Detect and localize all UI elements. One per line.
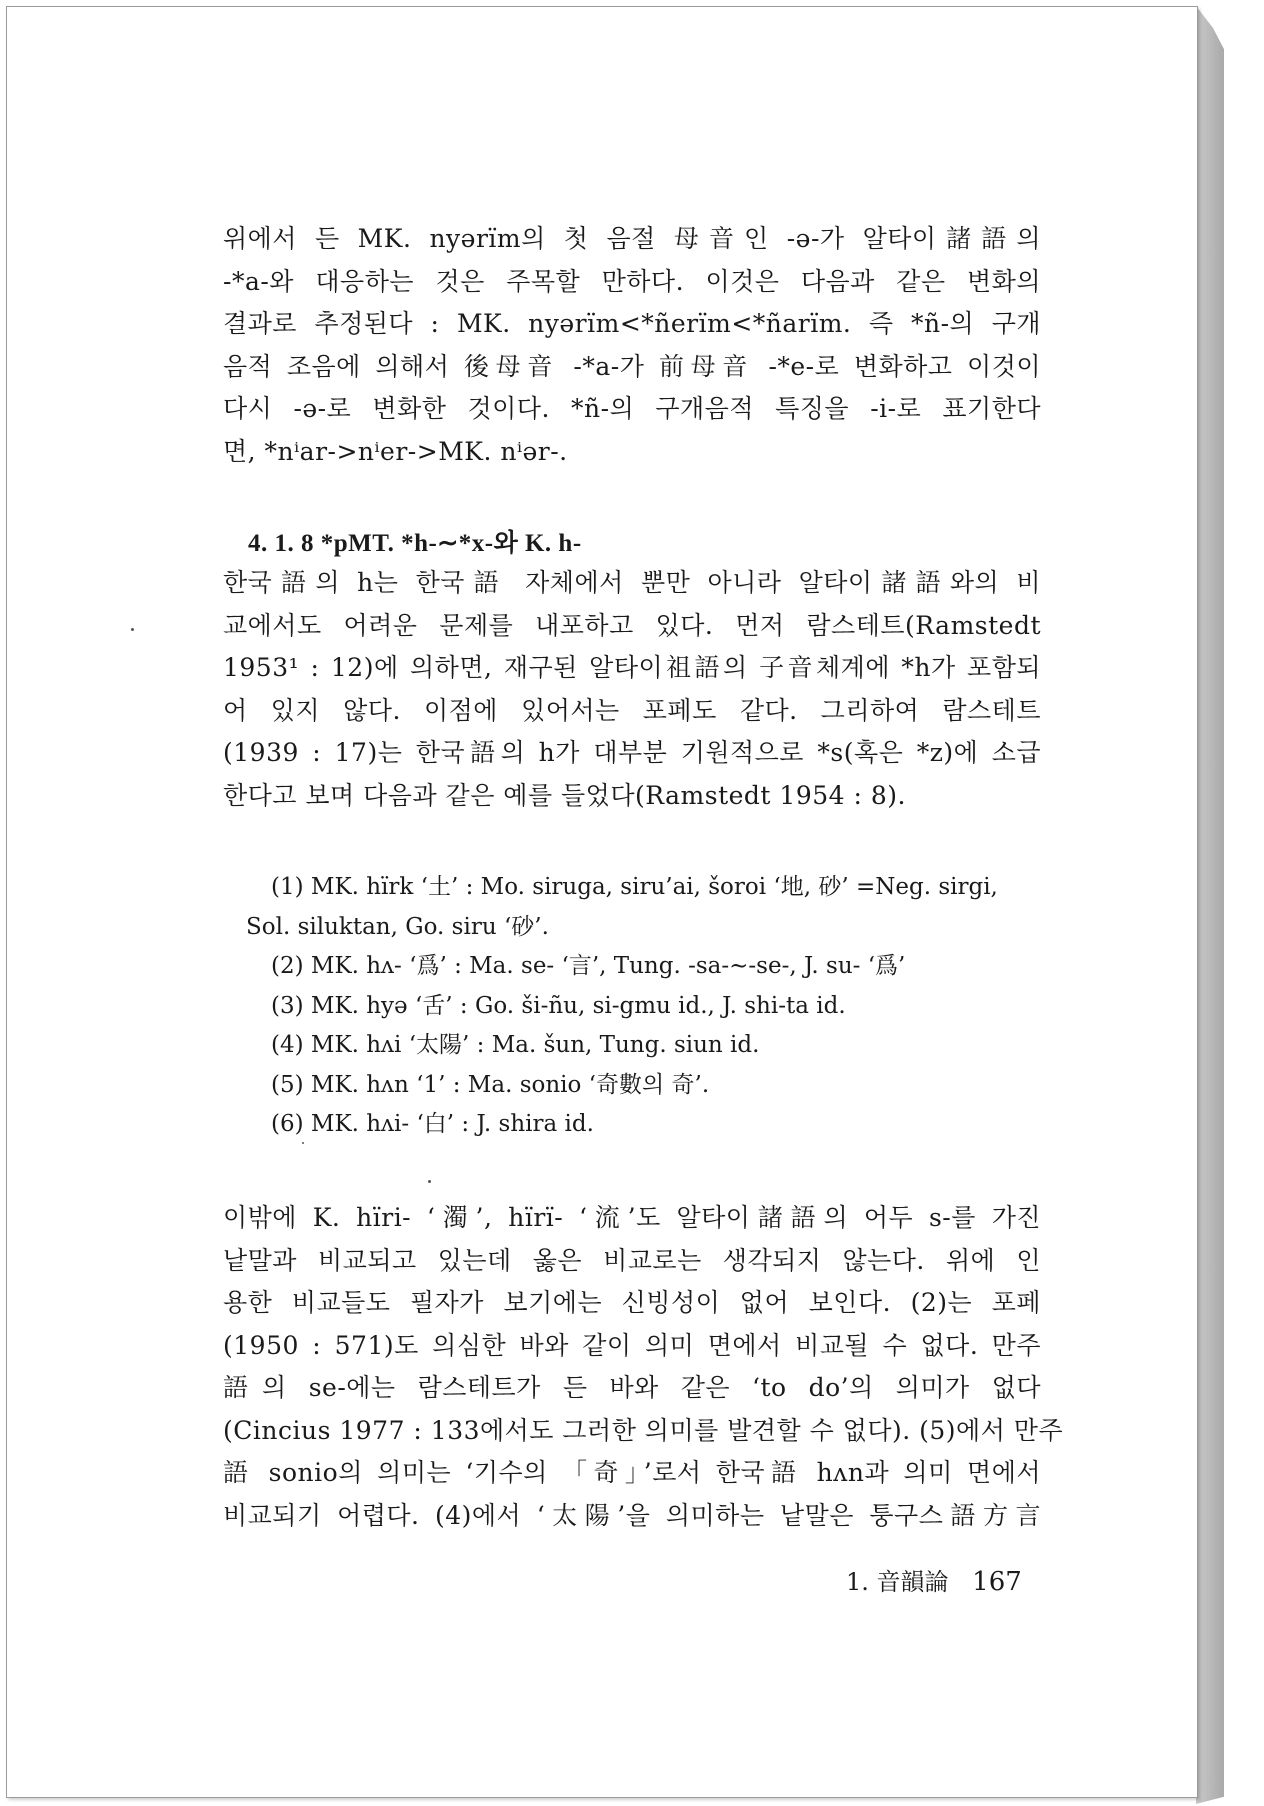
text-line: 한국語의 h는 한국語 자체에서 뿐만 아니라 알타이諸語와의 비 [223,568,1041,597]
example-item: (3) MK. hyə ‘舌’ : Go. ši-ñu, si-gmu id., J. shi-ta id. [271,992,846,1019]
scan-speck [131,628,134,631]
example-list [246,868,1046,1145]
text-line: 결과로 추정된다 : MK. nyərïm<*ñerïm<*ñarïm. 즉 *ñ-의 구개 [223,309,1041,338]
paragraph-3 [223,1197,1064,1537]
example-item: (1) MK. hïrk ‘土’ : Mo. siruga, siru’ai, šoroi ‘地, 砂’ =Neg. sirgi, [271,874,998,900]
text-line: 면, *nⁱar->nⁱer->MK. nⁱər-. [223,436,568,466]
example-item: (5) MK. hʌn ‘1’ : Ma. sonio ‘奇數의 奇’. [271,1071,710,1098]
scan-speck [428,1180,431,1183]
example-item: (6) MK. hʌi- ‘白’ : J. shira id. [271,1111,594,1137]
page-footer [846,1562,1022,1597]
text-line: 비교되기 어렵다. (4)에서 ‘太陽’을 의미하는 낱말은 퉁구스語方言 [223,1500,1041,1530]
paragraph-1 [223,218,1041,473]
text-line: -*a-와 대응하는 것은 주목할 만하다. 이것은 다음과 같은 변화의 [223,266,1041,296]
text-line: (1939 : 17)는 한국語의 h가 대부분 기원적으로 *s(혹은 *z)에 소급 [223,738,1041,767]
text-line: 이밖에 K. hïri- ‘濁’, hïrï- ‘流’도 알타이諸語의 어두 s-를 가진 [223,1203,1041,1232]
text-line: 낱말과 비교되고 있는데 옳은 비교로는 생각되지 않는다. 위에 인 [223,1245,1041,1275]
text-line: 교에서도 어려운 문제를 내포하고 있다. 먼저 람스테트(Ramstedt [223,610,1041,640]
scan-speck [302,1142,304,1144]
text-line: 용한 비교들도 필자가 보기에는 신빙성이 없어 보인다. (2)는 포페 [223,1288,1041,1317]
text-line: 한다고 보며 다음과 같은 예를 들었다(Ramstedt 1954 : 8). [223,780,906,810]
text-line: 음적 조음에 의해서 後母音 -*a-가 前母音 -*e-로 변화하고 이것이 [223,351,1041,381]
page-number: 167 [972,1567,1022,1597]
text-line: (Cincius 1977 : 133에서도 그러한 의미를 발견할 수 없다). (5)에서 만주 [223,1415,1064,1445]
example-item: (4) MK. hʌi ‘太陽’ : Ma. šun, Tung. siun id. [271,1032,760,1058]
section-heading: 4. 1. 8 *pMT. *h-∼*x-와 K. h- [248,530,582,557]
text-line: 위에서 든 MK. nyərïm의 첫 음절 母音인 -ə-가 알타이諸語의 [223,224,1041,253]
running-footer-section: 1. 音韻論 [846,1568,949,1596]
text-line: (1950 : 571)도 의심한 바와 같이 의미 면에서 비교될 수 없다. 만주 [223,1330,1041,1360]
text-line: 어 있지 않다. 이점에 있어서는 포페도 같다. 그리하여 람스테트 [223,695,1041,725]
example-item-continuation: Sol. siluktan, Go. siru ‘砂’. [246,913,549,940]
text-line: 語의 se-에는 람스테트가 든 바와 같은 ‘to do’의 의미가 없다 [223,1373,1041,1402]
book-spine-shadow [1196,6,1224,1804]
paragraph-2 [223,562,1041,817]
text-line: 다시 -ə-로 변화한 것이다. *ñ-의 구개음적 특징을 -i-로 표기한다 [223,394,1041,423]
example-item: (2) MK. hʌ- ‘爲’ : Ma. se- ‘言’, Tung. -sa-∼-se-, J. su- ‘爲’ [271,953,906,979]
text-line: 1953¹ : 12)에 의하면, 재구된 알타이祖語의 子音체계에 *h가 포함되 [223,653,1041,682]
text-line: 語 sonio의 의미는 ‘기수의 「奇」’로서 한국語 hʌn과 의미 면에서 [223,1458,1041,1487]
